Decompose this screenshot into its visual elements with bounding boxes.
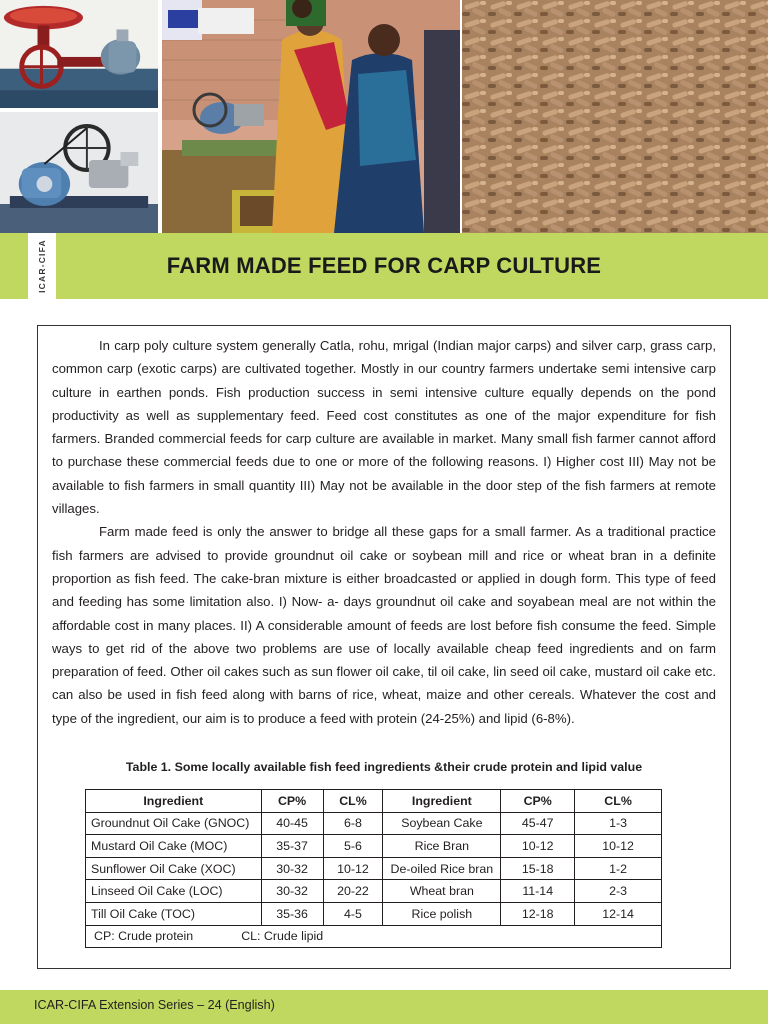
table-cell: Linseed Oil Cake (LOC): [86, 880, 262, 903]
women-farmers-with-machine-photo: [162, 0, 460, 233]
table-row: [86, 880, 662, 903]
feed-pellets-photo: [462, 0, 768, 233]
table-cell: 5-6: [323, 835, 383, 858]
table-header-cell: CL%: [323, 790, 383, 813]
table-cell: 12-18: [501, 902, 575, 925]
table-cell: 6-8: [323, 812, 383, 835]
paragraph-2: Farm made feed is only the answer to bridge all these gaps for a small farmer. As a traditional practice fish farmers are advised to provide groundnut oil cake or soybean mill and rice or wheat bran in a definite proportion as fish feed. The cake-bran mixture is either broadcasted or applied in dough form. This type of feed and feeding has some limitation also. I) Now- a- days groundnut oil cake and soyabean meal are not within the affordable cost in many places. II) A considerable amount of feeds are lost before fish consume the feed. Simple ways to get rid of the above two problems are use of locally available cheap feed ingredients and on farm preparation of feed. Other oil cakes such as sun flower oil cake, til oil cake, lin seed oil cake, mustard oil cake etc. can also be used in fish feed along with barns of rice, wheat, maize and other cereals. Whatever the cost and type of the ingredient, our aim is to produce a feed with protein (24-25%) and lipid (6-8%).: [52, 524, 716, 726]
table-note: [86, 925, 662, 948]
table-cell: 40-45: [261, 812, 323, 835]
table-cell: 10-12: [323, 857, 383, 880]
table-header-cell: Ingredient: [383, 790, 501, 813]
table-cell: 30-32: [261, 857, 323, 880]
table-cell: Rice polish: [383, 902, 501, 925]
series-tab-label: ICAR-CIFA: [37, 239, 47, 293]
table-row: [86, 902, 662, 925]
table-cell: Sunflower Oil Cake (XOC): [86, 857, 262, 880]
note-crude-protein: CP: Crude protein: [94, 929, 194, 944]
table-cell: 45-47: [501, 812, 575, 835]
table-row: [86, 835, 662, 858]
table-cell: Soybean Cake: [383, 812, 501, 835]
body-text: [52, 334, 716, 730]
table-cell: 10-12: [501, 835, 575, 858]
table-caption: Table 1. Some locally available fish feed ingredients &their crude protein and lipid value: [125, 760, 643, 774]
table-cell: Groundnut Oil Cake (GNOC): [86, 812, 262, 835]
table-cell: De-oiled Rice bran: [383, 857, 501, 880]
table-cell: Mustard Oil Cake (MOC): [86, 835, 262, 858]
table-cell: 15-18: [501, 857, 575, 880]
table-header-row: [86, 790, 662, 813]
table-cell: 12-14: [575, 902, 662, 925]
page-title: FARM MADE FEED FOR CARP CULTURE: [166, 253, 602, 278]
table-header-cell: CL%: [575, 790, 662, 813]
table-cell: Rice Bran: [383, 835, 501, 858]
table-cell: 35-37: [261, 835, 323, 858]
table-cell: 1-3: [575, 812, 662, 835]
feed-grinder-machine-photo: [0, 0, 160, 110]
table-cell: 10-12: [575, 835, 662, 858]
table-row: [86, 812, 662, 835]
paragraph-1: In carp poly culture system generally Catla, rohu, mrigal (Indian major carps) and silver carp, grass carp, common carp (exotic carps) are cultivated together. Mostly in our country farmers undertake semi intensive carp culture in earthen ponds. Fish production success in semi intensive culture equally depends on the pond productivity as well as supplementary feed. Feed cost constitutes as one of the major expenditure for fish farmers. Branded commercial feeds for carp culture are available in market. Many small fish farmer cannot afford to purchase these commercial feeds due to one or more of the following reasons. I) Higher cost III) May not be available to fish farmers in small quantity III) May not be available in the door step of the fish farmers at remote villages.: [52, 338, 716, 517]
table-header-cell: Ingredient: [86, 790, 262, 813]
table-cell: 2-3: [575, 880, 662, 903]
table-cell: Wheat bran: [383, 880, 501, 903]
table-header-cell: CP%: [501, 790, 575, 813]
feed-ingredients-table: [85, 789, 662, 948]
table-cell: 4-5: [323, 902, 383, 925]
table-cell: 1-2: [575, 857, 662, 880]
table-header-cell: CP%: [261, 790, 323, 813]
photo-strip: [0, 0, 768, 233]
table-cell: Till Oil Cake (TOC): [86, 902, 262, 925]
pelletizer-machine-photo: [0, 112, 160, 233]
table-row: [86, 857, 662, 880]
table-cell: 20-22: [323, 880, 383, 903]
table-cell: 11-14: [501, 880, 575, 903]
table-cell: 30-32: [261, 880, 323, 903]
table-note-row: [86, 925, 662, 948]
footer-series-text: ICAR-CIFA Extension Series – 24 (English): [34, 998, 275, 1012]
note-crude-lipid: CL: Crude lipid: [241, 929, 324, 944]
table-cell: 35-36: [261, 902, 323, 925]
